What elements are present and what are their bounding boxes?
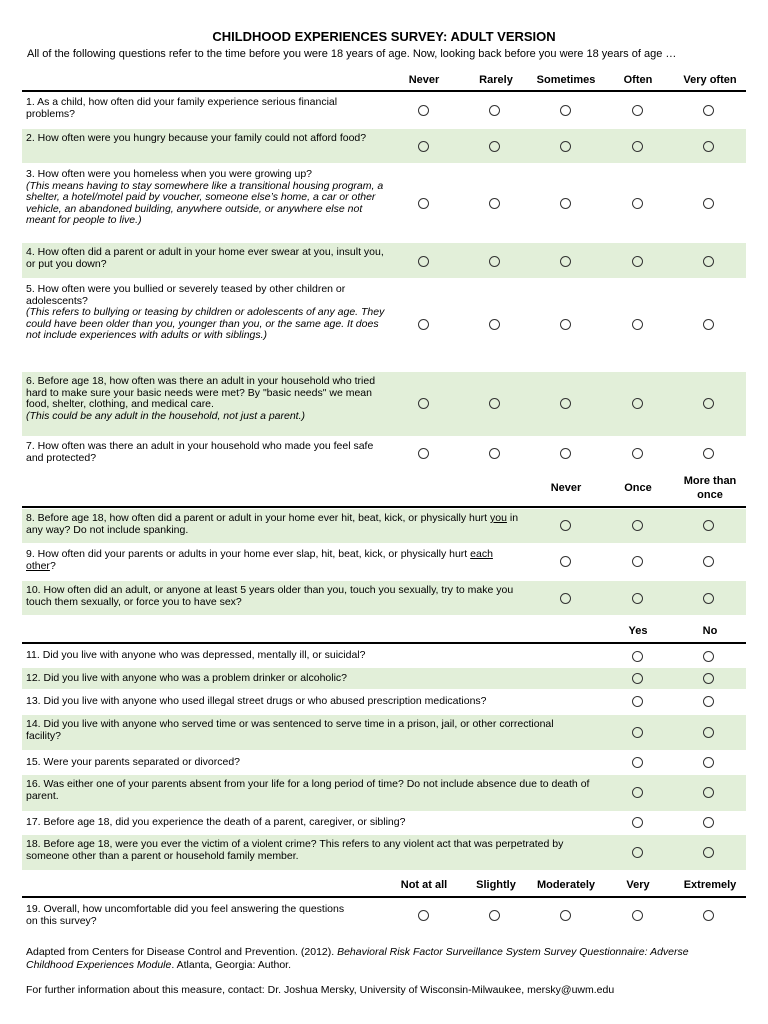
q5-very-often-radio[interactable] [703, 319, 714, 330]
header-rarely: Rarely [479, 74, 513, 86]
citation-title: Behavioral Risk Factor Surveillance System Survey Questionnaire: Adverse Childhood Experiences Module [26, 946, 689, 971]
q4-very-often-radio[interactable] [703, 256, 714, 267]
header-often: Often [623, 74, 653, 86]
q3-rarely-radio[interactable] [489, 198, 500, 209]
q18-yes-radio[interactable] [632, 847, 643, 858]
header-rule [22, 90, 746, 92]
question-18-text: 18. Before age 18, were you ever the victim of a violent crime? This refers to any violent act that was perpetrated by someone other than a parent or household family member. [26, 838, 564, 862]
question-17-text: 17. Before age 18, did you experience the death of a parent, caregiver, or sibling? [26, 816, 406, 828]
question-8-underlined: you [490, 512, 507, 524]
q2-sometimes-radio[interactable] [560, 141, 571, 152]
q8-once-radio[interactable] [632, 520, 643, 531]
q17-yes-radio[interactable] [632, 817, 643, 828]
question-11-text: 11. Did you live with anyone who was depressed, mentally ill, or suicidal? [26, 649, 366, 661]
q7-sometimes-radio[interactable] [560, 448, 571, 459]
question-4-text: 4. How often did a parent or adult in your home ever swear at you, insult you, or put you down? [26, 246, 384, 270]
q9-more-than-once-radio[interactable] [703, 556, 714, 567]
q14-yes-radio[interactable] [632, 727, 643, 738]
question-5-note: (This refers to bullying or teasing by children or adolescents of any age. They could have been older than you, younger than you, or the same age. It does not include experiences with adults or with siblings.) [26, 306, 385, 342]
question-3-text: 3. How often were you homeless when you were growing up? [26, 168, 312, 180]
question-8-text [26, 513, 536, 536]
citation-start: Adapted from Centers for Disease Control and Prevention. (2012). [26, 946, 338, 958]
q2-very-often-radio[interactable] [703, 141, 714, 152]
q15-no-radio[interactable] [703, 757, 714, 768]
q11-yes-radio[interactable] [632, 651, 643, 662]
survey-intro: All of the following questions refer to the time before you were 18 years of age. Now, looking back before you were 18 years of age … [27, 48, 677, 60]
q7-rarely-radio[interactable] [489, 448, 500, 459]
citation-end: . Atlanta, Georgia: Author. [171, 959, 292, 971]
q1-often-radio[interactable] [632, 105, 643, 116]
question-14-text: 14. Did you live with anyone who served time or was sentenced to serve time in a prison, jail, or other correctional facility? [26, 718, 554, 742]
question-16-text: 16. Was either one of your parents absent from your life for a long period of time? Do not include absence due to death of parent. [26, 778, 590, 802]
question-9-text-end: ? [49, 559, 56, 572]
header-moderately: Moderately [536, 879, 596, 891]
q3-sometimes-radio[interactable] [560, 198, 571, 209]
q1-never-radio[interactable] [418, 105, 429, 116]
header-extremely: Extremely [683, 879, 737, 891]
q19-not-at-all-radio[interactable] [418, 910, 429, 921]
q19-extremely-radio[interactable] [703, 910, 714, 921]
q7-often-radio[interactable] [632, 448, 643, 459]
q5-often-radio[interactable] [632, 319, 643, 330]
header-more-than-once: More than once [683, 475, 737, 501]
question-13-text: 13. Did you live with anyone who used illegal street drugs or who abused prescription medications? [26, 695, 487, 707]
q3-often-radio[interactable] [632, 198, 643, 209]
q5-rarely-radio[interactable] [489, 319, 500, 330]
q6-very-often-radio[interactable] [703, 398, 714, 409]
q13-no-radio[interactable] [703, 696, 714, 707]
header-sometimes: Sometimes [536, 74, 596, 86]
question-6-block [26, 376, 386, 422]
q2-often-radio[interactable] [632, 141, 643, 152]
question-5-text: 5. How often were you bullied or severely teased by other children or adolescents? [26, 283, 346, 307]
question-9-text [26, 549, 516, 572]
q10-once-radio[interactable] [632, 593, 643, 604]
q9-once-radio[interactable] [632, 556, 643, 567]
question-9-underlined: each other [26, 548, 493, 572]
question-8-text-start: 8. Before age 18, how often did a parent or adult in your home ever hit, beat, kick, or physically hurt [26, 512, 491, 524]
q19-slightly-radio[interactable] [489, 910, 500, 921]
question-19-text: 19. Overall, how uncomfortable did you feel answering the questions on this survey? [26, 903, 345, 927]
q19-moderately-radio[interactable] [560, 910, 571, 921]
survey-title: CHILDHOOD EXPERIENCES SURVEY: ADULT VERSION [212, 29, 556, 44]
question-8-text-end: in any way? Do not include spanking. [26, 512, 519, 536]
q14-no-radio[interactable] [703, 727, 714, 738]
header-never: Never [408, 74, 440, 86]
q10-more-than-once-radio[interactable] [703, 593, 714, 604]
question-2-text: 2. How often were you hungry because your family could not afford food? [26, 132, 367, 144]
q10-never-radio[interactable] [560, 593, 571, 604]
header-yes: Yes [628, 625, 648, 637]
q5-sometimes-radio[interactable] [560, 319, 571, 330]
question-15-text: 15. Were your parents separated or divorced? [26, 756, 241, 768]
q16-yes-radio[interactable] [632, 787, 643, 798]
question-3-note: (This means having to stay somewhere like a transitional housing program, a shelter, a hotel/motel paid by voucher, someone else’s home, a car or other vehicle, an abandoned building, anywhere outside, or anywhere else not meant for people to live.) [26, 179, 384, 227]
question-6-text: 6. Before age 18, how often was there an adult in your household who tried hard to make sure your basic needs were met? By "basic needs" we mean food, shelter, clothing, and medical care. [26, 375, 376, 411]
q18-no-radio[interactable] [703, 847, 714, 858]
header-once: Once [624, 482, 652, 494]
q6-sometimes-radio[interactable] [560, 398, 571, 409]
q7-never-radio[interactable] [418, 448, 429, 459]
header-very-often: Very often [683, 74, 737, 86]
q15-yes-radio[interactable] [632, 757, 643, 768]
q1-sometimes-radio[interactable] [560, 105, 571, 116]
header-not-at-all: Not at all [400, 879, 448, 891]
q4-rarely-radio[interactable] [489, 256, 500, 267]
question-9-text-start: 9. How often did your parents or adults in your home ever slap, hit, beat, kick, or physically hurt [26, 548, 471, 560]
section-3-rule [22, 642, 746, 644]
header-very: Very [626, 879, 650, 891]
section-2-rule [22, 506, 746, 508]
q7-very-often-radio[interactable] [703, 448, 714, 459]
question-5-block [26, 284, 386, 342]
q16-no-radio[interactable] [703, 787, 714, 798]
q11-no-radio[interactable] [703, 651, 714, 662]
q13-yes-radio[interactable] [632, 696, 643, 707]
q4-never-radio[interactable] [418, 256, 429, 267]
question-6-note: (This could be any adult in the household, not just a parent.) [26, 409, 306, 422]
q9-never-radio[interactable] [560, 556, 571, 567]
q8-never-radio[interactable] [560, 520, 571, 531]
q4-often-radio[interactable] [632, 256, 643, 267]
question-7-text: 7. How often was there an adult in your household who made you feel safe and protected? [26, 440, 374, 464]
q2-never-radio[interactable] [418, 141, 429, 152]
q1-rarely-radio[interactable] [489, 105, 500, 116]
q2-rarely-radio[interactable] [489, 141, 500, 152]
q6-never-radio[interactable] [418, 398, 429, 409]
question-12-text: 12. Did you live with anyone who was a problem drinker or alcoholic? [26, 672, 347, 684]
q1-very-often-radio[interactable] [703, 105, 714, 116]
section-4-rule [22, 896, 746, 898]
question-1-text: 1. As a child, how often did your family experience serious financial problems? [26, 96, 338, 120]
header-no: No [702, 625, 718, 637]
contact-info: For further information about this measure, contact: Dr. Joshua Mersky, University of Wisconsin-Milwaukee, mersky@uwm.edu [26, 984, 615, 996]
q6-rarely-radio[interactable] [489, 398, 500, 409]
q8-more-than-once-radio[interactable] [703, 520, 714, 531]
q17-no-radio[interactable] [703, 817, 714, 828]
header-never-count: Never [550, 482, 582, 494]
q3-never-radio[interactable] [418, 198, 429, 209]
question-3-block [26, 169, 386, 227]
q12-yes-radio[interactable] [632, 673, 643, 684]
q4-sometimes-radio[interactable] [560, 256, 571, 267]
q19-very-radio[interactable] [632, 910, 643, 921]
q12-no-radio[interactable] [703, 673, 714, 684]
question-10-text: 10. How often did an adult, or anyone at least 5 years older than you, touch you sexually, try to make you touch them sexually, or force you to have sex? [26, 584, 514, 608]
header-slightly: Slightly [476, 879, 516, 891]
q6-often-radio[interactable] [632, 398, 643, 409]
q5-never-radio[interactable] [418, 319, 429, 330]
q3-very-often-radio[interactable] [703, 198, 714, 209]
citation [26, 946, 736, 972]
